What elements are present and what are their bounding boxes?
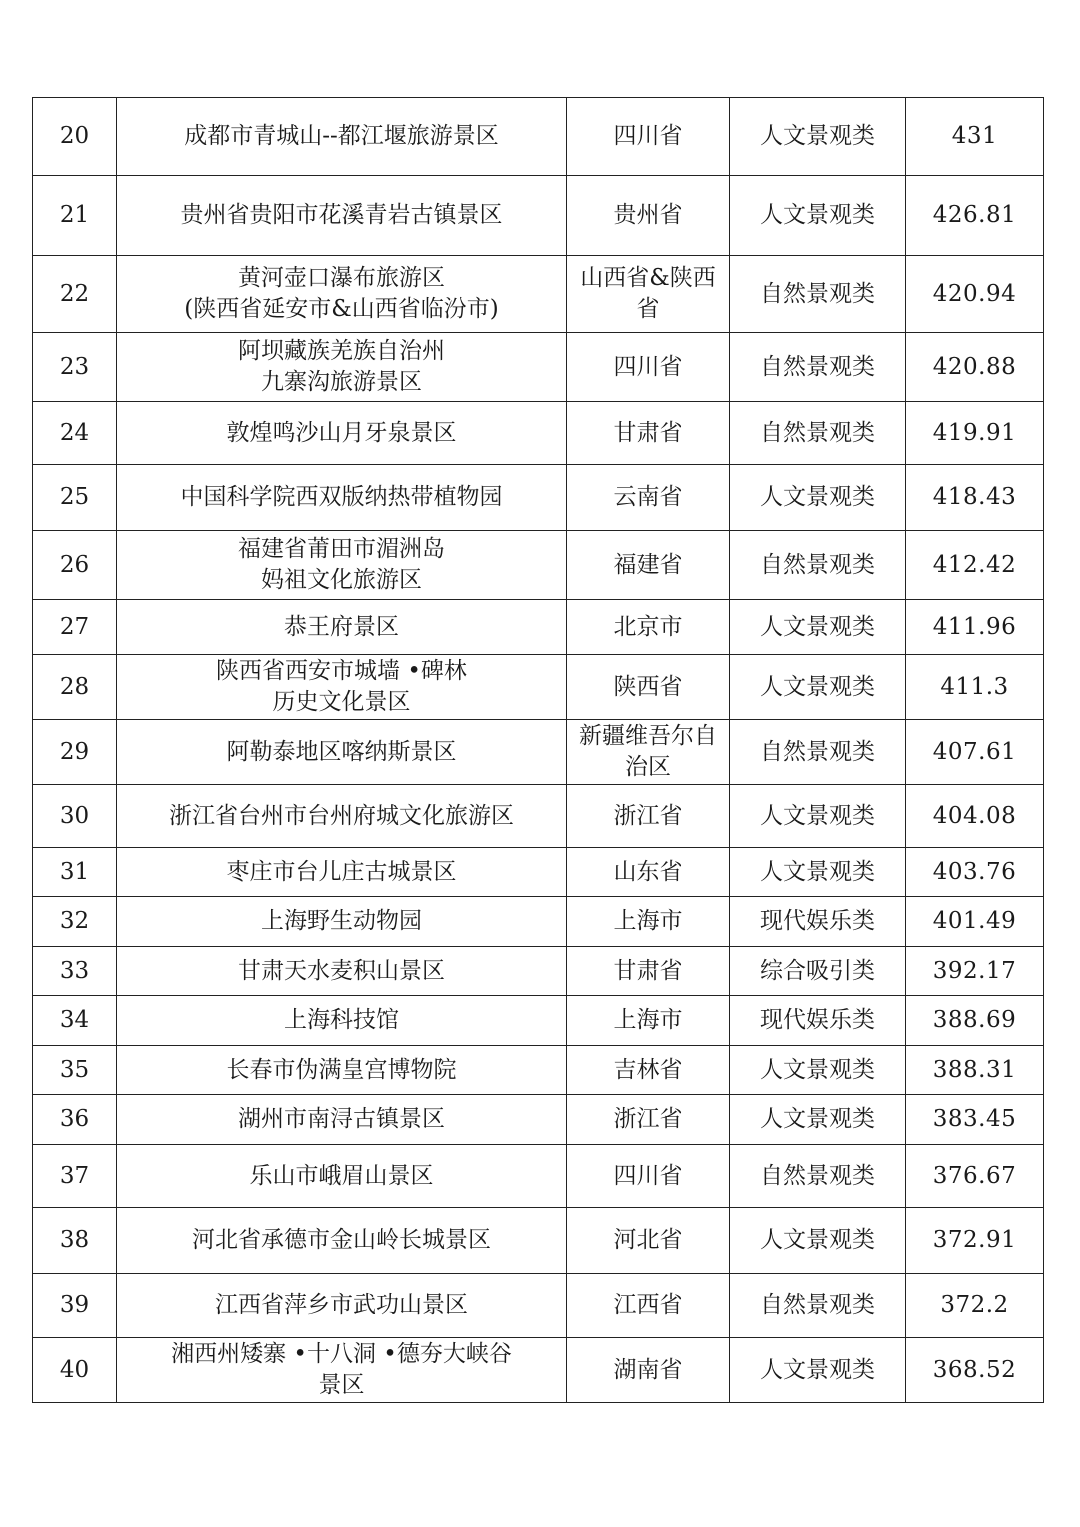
- rank-number-cell: 24: [33, 402, 117, 465]
- rank-number-cell: 28: [33, 655, 117, 720]
- rank-number-cell: 27: [33, 600, 117, 655]
- province-cell: [567, 1208, 730, 1274]
- score-cell: 383.45: [906, 1095, 1044, 1145]
- table-row: [33, 1145, 1044, 1208]
- scenic-area-name-cell: [117, 897, 567, 947]
- scenic-area-name-line: 阿勒泰地区喀纳斯景区: [226, 738, 457, 765]
- rank-number-cell: 21: [33, 176, 117, 256]
- scenic-area-name-cell: [117, 98, 567, 176]
- province-line: 上海市: [613, 1007, 683, 1033]
- scenic-area-name-cell: [117, 256, 567, 333]
- score-cell: 412.42: [906, 531, 1044, 600]
- province-line: 四川省: [613, 353, 683, 380]
- province-cell: [567, 720, 730, 785]
- score-cell: 392.17: [906, 947, 1044, 996]
- scenic-area-name-line: 湘西州矮寨 •十八洞 •德夯大峡谷: [171, 1341, 512, 1367]
- scenic-area-name-line: 黄河壶口瀑布旅游区: [238, 265, 445, 291]
- scenic-area-name-cell: [117, 1046, 567, 1095]
- category-cell: 人文景观类: [730, 98, 906, 176]
- province-line: 四川省: [613, 1162, 683, 1189]
- table-row: [33, 1046, 1044, 1095]
- category-cell: 现代娱乐类: [730, 897, 906, 947]
- table-row: [33, 1274, 1044, 1338]
- table-row: [33, 465, 1044, 531]
- scenic-area-name-cell: [117, 1145, 567, 1208]
- score-cell: 404.08: [906, 785, 1044, 848]
- score-cell: 401.49: [906, 897, 1044, 947]
- rank-number-cell: 20: [33, 98, 117, 176]
- category-cell: 自然景观类: [730, 1274, 906, 1338]
- category-cell: 自然景观类: [730, 333, 906, 402]
- category-cell: 现代娱乐类: [730, 996, 906, 1046]
- province-cell: [567, 98, 730, 176]
- scenic-area-name-cell: [117, 1095, 567, 1145]
- province-cell: [567, 600, 730, 655]
- province-cell: [567, 465, 730, 531]
- category-cell: 人文景观类: [730, 1046, 906, 1095]
- province-line: 吉林省: [613, 1056, 683, 1083]
- province-line: 上海市: [613, 908, 683, 934]
- table-row: [33, 996, 1044, 1046]
- scenic-area-name-line: 上海科技馆: [284, 1007, 399, 1033]
- scenic-area-name-cell: [117, 996, 567, 1046]
- category-cell: 自然景观类: [730, 531, 906, 600]
- scenic-area-name-line: 敦煌鸣沙山月牙泉景区: [226, 419, 457, 446]
- category-cell: 人文景观类: [730, 1208, 906, 1274]
- province-line: 山西省&陕西: [580, 265, 716, 291]
- category-cell: 自然景观类: [730, 402, 906, 465]
- province-cell: [567, 531, 730, 600]
- table-row: [33, 402, 1044, 465]
- scenic-area-name-line: 长春市伪满皇宫博物院: [226, 1056, 457, 1083]
- scenic-area-name-cell: [117, 1338, 567, 1403]
- province-cell: [567, 1274, 730, 1338]
- category-cell: 人文景观类: [730, 1095, 906, 1145]
- scenic-area-name-cell: [117, 333, 567, 402]
- province-line: 浙江省: [613, 802, 683, 829]
- scenic-area-name-line: 成都市青城山--都江堰旅游景区: [184, 123, 499, 149]
- province-line: 省: [636, 296, 660, 322]
- province-line: 湖南省: [613, 1356, 683, 1383]
- province-line: 河北省: [613, 1227, 683, 1253]
- scenic-area-name-cell: [117, 1208, 567, 1274]
- scenic-area-name-cell: [117, 720, 567, 785]
- scenic-area-name-line: 恭王府景区: [284, 613, 399, 640]
- rank-number-cell: 22: [33, 256, 117, 333]
- score-cell: 372.2: [906, 1274, 1044, 1338]
- scenic-area-name-cell: [117, 655, 567, 720]
- table-row: [33, 1095, 1044, 1145]
- province-cell: [567, 1145, 730, 1208]
- province-cell: [567, 333, 730, 402]
- rank-number-cell: 40: [33, 1338, 117, 1403]
- score-cell: 431: [906, 98, 1044, 176]
- category-cell: 自然景观类: [730, 720, 906, 785]
- province-line: 云南省: [613, 484, 683, 510]
- scenic-area-name-line: 妈祖文化旅游区: [261, 567, 422, 593]
- province-cell: [567, 402, 730, 465]
- table-row: [33, 98, 1044, 176]
- score-cell: 411.96: [906, 600, 1044, 655]
- rank-number-cell: 37: [33, 1145, 117, 1208]
- table-row: [33, 785, 1044, 848]
- scenic-area-name-line: 九寨沟旅游景区: [261, 369, 422, 395]
- table-row: [33, 256, 1044, 333]
- province-cell: [567, 785, 730, 848]
- scenic-area-name-cell: [117, 848, 567, 897]
- rank-number-cell: 25: [33, 465, 117, 531]
- province-cell: [567, 1338, 730, 1403]
- province-line: 江西省: [613, 1292, 683, 1318]
- table-row: [33, 531, 1044, 600]
- province-line: 山东省: [613, 858, 683, 885]
- province-cell: [567, 996, 730, 1046]
- province-line: 福建省: [613, 551, 683, 578]
- scenic-area-name-cell: [117, 176, 567, 256]
- table-row: [33, 720, 1044, 785]
- province-line: 新疆维吾尔自: [579, 723, 717, 749]
- province-cell: [567, 848, 730, 897]
- category-cell: 自然景观类: [730, 1145, 906, 1208]
- province-line: 浙江省: [613, 1106, 683, 1132]
- province-line: 甘肃省: [613, 419, 683, 446]
- province-cell: [567, 947, 730, 996]
- table-row: [33, 848, 1044, 897]
- rank-number-cell: 30: [33, 785, 117, 848]
- score-cell: 368.52: [906, 1338, 1044, 1403]
- scenic-area-name-cell: [117, 465, 567, 531]
- table-row: [33, 333, 1044, 402]
- scenic-area-name-line: 甘肃天水麦积山景区: [238, 957, 445, 984]
- score-cell: 388.31: [906, 1046, 1044, 1095]
- scenic-area-name-line: (陕西省延安市&山西省临汾市): [184, 296, 499, 322]
- score-cell: 372.91: [906, 1208, 1044, 1274]
- table-row: [33, 176, 1044, 256]
- category-cell: 人文景观类: [730, 655, 906, 720]
- category-cell: 人文景观类: [730, 465, 906, 531]
- table-row: [33, 1208, 1044, 1274]
- rank-number-cell: 26: [33, 531, 117, 600]
- scenic-area-name-line: 贵州省贵阳市花溪青岩古镇景区: [180, 202, 503, 228]
- score-cell: 426.81: [906, 176, 1044, 256]
- score-cell: 420.88: [906, 333, 1044, 402]
- score-cell: 388.69: [906, 996, 1044, 1046]
- category-cell: 人文景观类: [730, 785, 906, 848]
- scenic-area-name-line: 江西省萍乡市武功山景区: [215, 1292, 468, 1318]
- province-line: 甘肃省: [613, 957, 683, 984]
- category-cell: 综合吸引类: [730, 947, 906, 996]
- scenic-area-name-line: 上海野生动物园: [261, 908, 422, 934]
- rank-number-cell: 39: [33, 1274, 117, 1338]
- scenic-area-name-line: 福建省莆田市湄洲岛: [238, 536, 445, 562]
- scenic-area-name-cell: [117, 1274, 567, 1338]
- score-cell: 376.67: [906, 1145, 1044, 1208]
- rank-number-cell: 29: [33, 720, 117, 785]
- table-row: [33, 897, 1044, 947]
- province-line: 贵州省: [613, 202, 683, 228]
- scenic-area-name-line: 历史文化景区: [272, 689, 411, 715]
- province-cell: [567, 655, 730, 720]
- rank-number-cell: 38: [33, 1208, 117, 1274]
- province-line: 治区: [625, 754, 671, 780]
- scenic-area-name-cell: [117, 785, 567, 848]
- table-row: [33, 655, 1044, 720]
- scenic-area-name-line: 景区: [318, 1372, 365, 1398]
- scenic-area-name-cell: [117, 600, 567, 655]
- scenic-area-name-line: 枣庄市台儿庄古城景区: [226, 858, 457, 885]
- table-body: [33, 98, 1044, 1403]
- scenic-area-name-cell: [117, 402, 567, 465]
- scenic-area-ranking-table: [32, 97, 1044, 1403]
- scenic-area-name-cell: [117, 947, 567, 996]
- category-cell: 人文景观类: [730, 848, 906, 897]
- province-cell: [567, 256, 730, 333]
- rank-number-cell: 34: [33, 996, 117, 1046]
- rank-number-cell: 33: [33, 947, 117, 996]
- table-row: [33, 1338, 1044, 1403]
- table-row: [33, 947, 1044, 996]
- province-cell: [567, 1046, 730, 1095]
- scenic-area-name-line: 乐山市峨眉山景区: [249, 1162, 434, 1189]
- score-cell: 418.43: [906, 465, 1044, 531]
- scenic-area-name-line: 中国科学院西双版纳热带植物园: [180, 484, 503, 510]
- scenic-area-name-cell: [117, 531, 567, 600]
- province-cell: [567, 897, 730, 947]
- score-cell: 420.94: [906, 256, 1044, 333]
- rank-number-cell: 31: [33, 848, 117, 897]
- rank-number-cell: 32: [33, 897, 117, 947]
- rank-number-cell: 35: [33, 1046, 117, 1095]
- category-cell: 人文景观类: [730, 1338, 906, 1403]
- province-line: 陕西省: [613, 673, 683, 700]
- scenic-area-name-line: 湖州市南浔古镇景区: [238, 1106, 445, 1132]
- category-cell: 人文景观类: [730, 600, 906, 655]
- score-cell: 411.3: [906, 655, 1044, 720]
- scenic-area-name-line: 河北省承德市金山岭长城景区: [192, 1227, 491, 1253]
- province-line: 北京市: [613, 613, 683, 640]
- table-row: [33, 600, 1044, 655]
- province-cell: [567, 176, 730, 256]
- score-cell: 419.91: [906, 402, 1044, 465]
- score-cell: 407.61: [906, 720, 1044, 785]
- rank-number-cell: 23: [33, 333, 117, 402]
- scenic-area-name-line: 阿坝藏族羌族自治州: [238, 338, 445, 364]
- scenic-area-name-line: 陕西省西安市城墙 •碑林: [216, 658, 467, 684]
- rank-number-cell: 36: [33, 1095, 117, 1145]
- province-line: 四川省: [613, 123, 683, 149]
- scenic-area-name-line: 浙江省台州市台州府城文化旅游区: [169, 802, 514, 829]
- province-cell: [567, 1095, 730, 1145]
- score-cell: 403.76: [906, 848, 1044, 897]
- category-cell: 人文景观类: [730, 176, 906, 256]
- category-cell: 自然景观类: [730, 256, 906, 333]
